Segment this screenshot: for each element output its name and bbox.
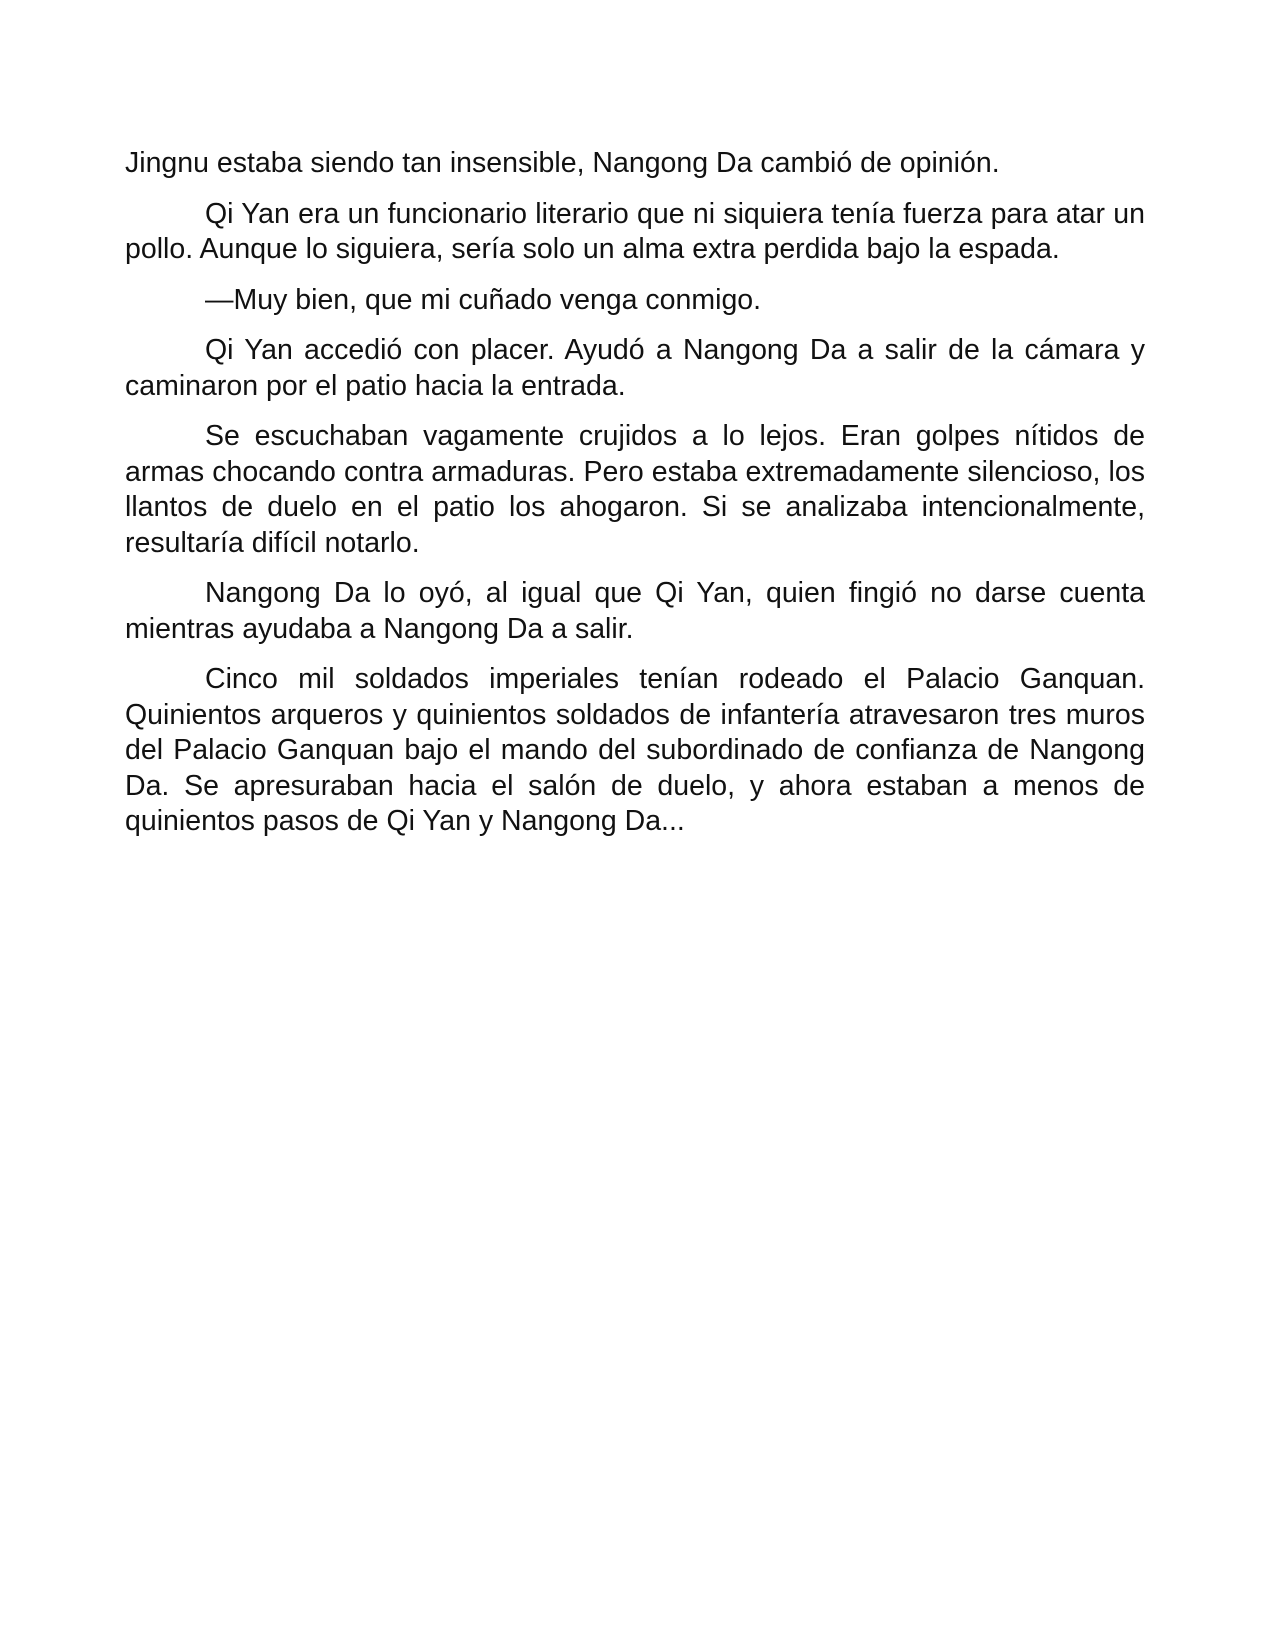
paragraph: Cinco mil soldados imperiales tenían rodeado el Palacio Ganquan. Quinientos arqueros y quinientos soldados de infantería atravesaron tres muros del Palacio Ganquan bajo el mando del subordinado de confianza de Nangong Da. Se apresuraban hacia el salón de duelo, y ahora estaban a menos de quinientos pasos de Qi Yan y Nangong Da... <box>125 663 1145 837</box>
paragraph: Qi Yan era un funcionario literario que ni siquiera tenía fuerza para atar un pollo. Aunque lo siguiera, sería solo un alma extra perdida bajo la espada. <box>125 197 1145 265</box>
paragraph: —Muy bien, que mi cuñado venga conmigo. <box>205 283 762 316</box>
paragraph: Se escuchaban vagamente crujidos a lo lejos. Eran golpes nítidos de armas chocando contra armaduras. Pero estaba extremadamente silencioso, los llantos de duelo en el patio los ahogaron. Si se analizaba intencionalmente, resultaría difícil notarlo. <box>125 420 1145 559</box>
paragraph: Jingnu estaba siendo tan insensible, Nangong Da cambió de opinión. <box>125 147 1000 179</box>
paragraph: Nangong Da lo oyó, al igual que Qi Yan, quien fingió no darse cuenta mientras ayudaba a Nangong Da a salir. <box>125 577 1145 645</box>
body-text <box>125 146 1145 855</box>
paragraph: Qi Yan accedió con placer. Ayudó a Nangong Da a salir de la cámara y caminaron por el patio hacia la entrada. <box>125 334 1145 402</box>
